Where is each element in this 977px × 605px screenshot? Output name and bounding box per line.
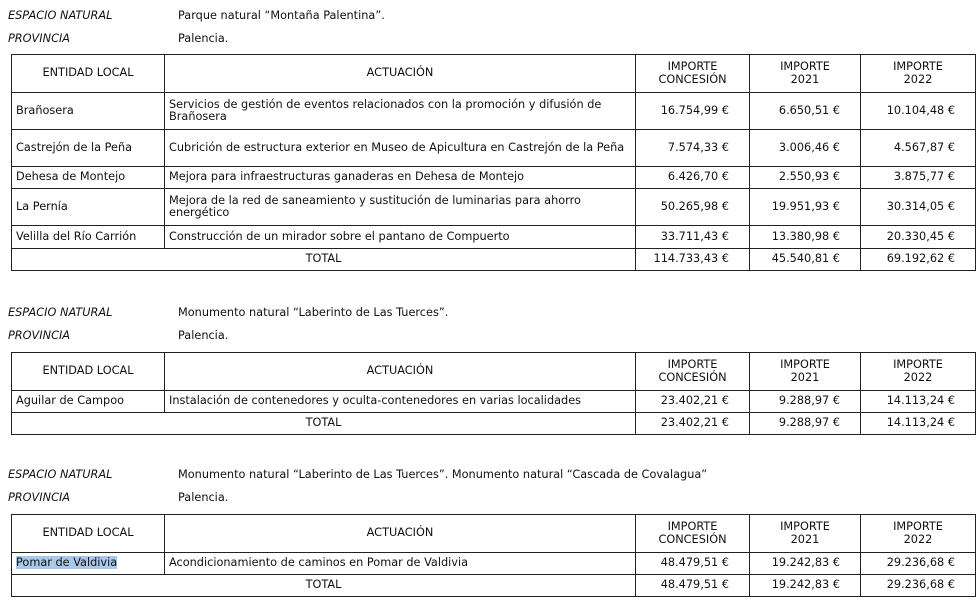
cell-2021: 2.550,93 € bbox=[750, 167, 861, 189]
total-2021: 45.540,81 € bbox=[750, 249, 861, 271]
header-entidad-local: ENTIDAD LOCAL bbox=[12, 515, 165, 553]
header-importe-concesion: IMPORTE CONCESIÓN bbox=[636, 353, 750, 391]
cell-actuacion: Construcción de un mirador sobre el pantano de Compuerto bbox=[165, 226, 636, 249]
cell-2022: 10.104,48 € bbox=[861, 93, 976, 130]
cell-2021: 6.650,51 € bbox=[750, 93, 861, 130]
provincia-value: Palencia. bbox=[178, 491, 229, 504]
grants-table-1 bbox=[11, 54, 976, 271]
cell-2022: 20.330,45 € bbox=[861, 226, 976, 249]
header-importe-concesion: IMPORTE CONCESIÓN bbox=[636, 515, 750, 553]
cell-2022: 3.875,77 € bbox=[861, 167, 976, 189]
cell-entidad: La Pernía bbox=[12, 189, 165, 226]
total-2022: 29.236,68 € bbox=[861, 575, 976, 597]
table-header-row bbox=[12, 55, 976, 93]
cell-2021: 19.242,83 € bbox=[750, 553, 861, 575]
cell-actuacion: Mejora para infraestructuras ganaderas en Dehesa de Montejo bbox=[165, 167, 636, 189]
table-row bbox=[12, 167, 976, 189]
cell-2021: 9.288,97 € bbox=[750, 391, 861, 413]
cell-concesion: 50.265,98 € bbox=[636, 189, 750, 226]
total-row bbox=[12, 575, 976, 597]
total-row bbox=[12, 249, 976, 271]
total-concesion: 23.402,21 € bbox=[636, 413, 750, 435]
header-importe-2022: IMPORTE 2022 bbox=[861, 515, 976, 553]
cell-concesion: 16.754,99 € bbox=[636, 93, 750, 130]
total-2022: 14.113,24 € bbox=[861, 413, 976, 435]
espacio-natural-value: Monumento natural “Laberinto de Las Tuerces”. bbox=[178, 306, 449, 319]
total-row bbox=[12, 413, 976, 435]
total-2021: 9.288,97 € bbox=[750, 413, 861, 435]
selected-text-highlight[interactable]: Pomar de Valdivia bbox=[16, 556, 118, 570]
cell-concesion: 7.574,33 € bbox=[636, 130, 750, 167]
header-entidad-local: ENTIDAD LOCAL bbox=[12, 353, 165, 391]
espacio-natural-label: ESPACIO NATURAL bbox=[8, 468, 113, 481]
table-row bbox=[12, 553, 976, 575]
cell-2022: 29.236,68 € bbox=[861, 553, 976, 575]
header-importe-concesion: IMPORTE CONCESIÓN bbox=[636, 55, 750, 93]
provincia-line-1 bbox=[0, 32, 977, 52]
cell-2022: 4.567,87 € bbox=[861, 130, 976, 167]
cell-actuacion: Cubrición de estructura exterior en Museo de Apicultura en Castrejón de la Peña bbox=[165, 130, 636, 167]
espacio-natural-value: Parque natural “Montaña Palentina”. bbox=[178, 9, 385, 22]
cell-entidad: Aguilar de Campoo bbox=[12, 391, 165, 413]
espacio-natural-line-3 bbox=[0, 468, 977, 488]
table-row bbox=[12, 93, 976, 130]
header-importe-2021: IMPORTE 2021 bbox=[750, 515, 861, 553]
header-actuacion: ACTUACIÓN bbox=[165, 55, 636, 93]
total-concesion: 48.479,51 € bbox=[636, 575, 750, 597]
cell-entidad: Dehesa de Montejo bbox=[12, 167, 165, 189]
provincia-line-2 bbox=[0, 329, 977, 349]
total-2022: 69.192,62 € bbox=[861, 249, 976, 271]
table-row bbox=[12, 226, 976, 249]
header-importe-2022: IMPORTE 2022 bbox=[861, 353, 976, 391]
total-label: TOTAL bbox=[12, 575, 636, 597]
table-header-row bbox=[12, 515, 976, 553]
total-concesion: 114.733,43 € bbox=[636, 249, 750, 271]
table-header-row bbox=[12, 353, 976, 391]
espacio-natural-line-1 bbox=[0, 9, 977, 29]
cell-entidad: Castrejón de la Peña bbox=[12, 130, 165, 167]
espacio-natural-label: ESPACIO NATURAL bbox=[8, 306, 113, 319]
cell-actuacion: Instalación de contenedores y oculta-contenedores en varias localidades bbox=[165, 391, 636, 413]
grants-table-2 bbox=[11, 352, 976, 435]
grants-table-3 bbox=[11, 514, 976, 597]
cell-concesion: 33.711,43 € bbox=[636, 226, 750, 249]
provincia-label: PROVINCIA bbox=[8, 329, 71, 342]
cell-2022: 14.113,24 € bbox=[861, 391, 976, 413]
cell-entidad[interactable] bbox=[12, 553, 165, 575]
cell-concesion: 6.426,70 € bbox=[636, 167, 750, 189]
cell-2021: 13.380,98 € bbox=[750, 226, 861, 249]
cell-entidad: Brañosera bbox=[12, 93, 165, 130]
header-importe-2021: IMPORTE 2021 bbox=[750, 55, 861, 93]
espacio-natural-label: ESPACIO NATURAL bbox=[8, 9, 113, 22]
header-actuacion: ACTUACIÓN bbox=[165, 353, 636, 391]
espacio-natural-value: Monumento natural “Laberinto de Las Tuerces”. Monumento natural “Cascada de Covalagua” bbox=[178, 468, 708, 481]
cell-actuacion: Acondicionamiento de caminos en Pomar de Valdivia bbox=[165, 553, 636, 575]
total-label: TOTAL bbox=[12, 413, 636, 435]
cell-2021: 3.006,46 € bbox=[750, 130, 861, 167]
table-row bbox=[12, 189, 976, 226]
provincia-line-3 bbox=[0, 491, 977, 511]
header-importe-2022: IMPORTE 2022 bbox=[861, 55, 976, 93]
provincia-value: Palencia. bbox=[178, 32, 229, 45]
cell-2021: 19.951,93 € bbox=[750, 189, 861, 226]
cell-actuacion: Servicios de gestión de eventos relacionados con la promoción y difusión de Brañosera bbox=[165, 93, 636, 130]
cell-2022: 30.314,05 € bbox=[861, 189, 976, 226]
table-row bbox=[12, 130, 976, 167]
total-2021: 19.242,83 € bbox=[750, 575, 861, 597]
cell-actuacion: Mejora de la red de saneamiento y sustitución de luminarias para ahorro energético bbox=[165, 189, 636, 226]
provincia-label: PROVINCIA bbox=[8, 491, 71, 504]
table-row bbox=[12, 391, 976, 413]
cell-concesion: 23.402,21 € bbox=[636, 391, 750, 413]
provincia-label: PROVINCIA bbox=[8, 32, 71, 45]
cell-concesion: 48.479,51 € bbox=[636, 553, 750, 575]
espacio-natural-line-2 bbox=[0, 306, 977, 326]
header-importe-2021: IMPORTE 2021 bbox=[750, 353, 861, 391]
cell-entidad: Velilla del Río Carrión bbox=[12, 226, 165, 249]
provincia-value: Palencia. bbox=[178, 329, 229, 342]
header-entidad-local: ENTIDAD LOCAL bbox=[12, 55, 165, 93]
header-actuacion: ACTUACIÓN bbox=[165, 515, 636, 553]
total-label: TOTAL bbox=[12, 249, 636, 271]
